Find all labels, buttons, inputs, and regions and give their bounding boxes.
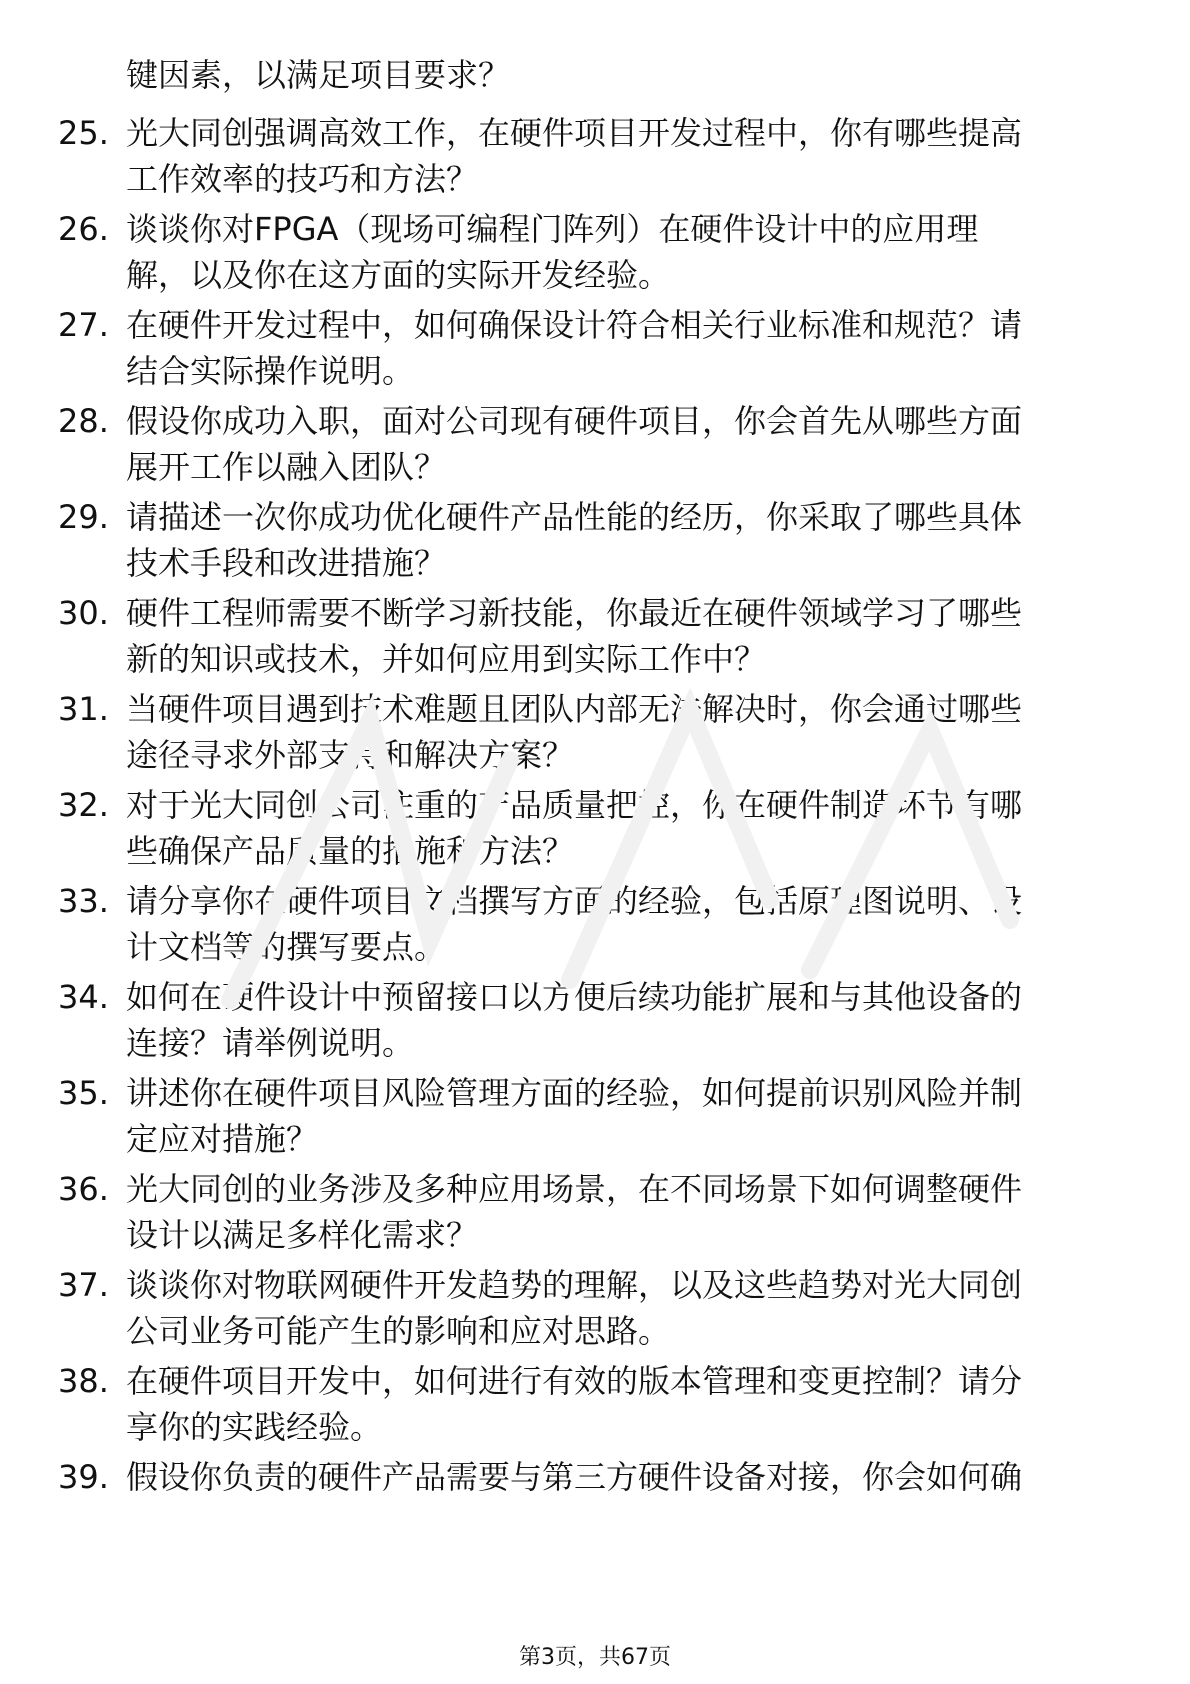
question-text-line: 设计以满足多样化需求？ xyxy=(126,1216,479,1254)
question-text-line: 请分享你在硬件项目文档撰写方面的经验，包括原理图说明、设 xyxy=(126,882,1023,920)
question-number: 29. xyxy=(58,498,109,536)
question-text-line: 光大同创强调高效工作，在硬件项目开发过程中，你有哪些提高 xyxy=(126,114,1023,152)
question-number: 36. xyxy=(58,1170,109,1208)
list-item xyxy=(0,398,1190,490)
list-item xyxy=(0,110,1190,202)
question-text-line: 假设你成功入职，面对公司现有硬件项目，你会首先从哪些方面 xyxy=(126,402,1023,440)
question-number: 25. xyxy=(58,114,109,152)
question-text-line: 结合实际操作说明。 xyxy=(126,352,415,390)
question-text-line: 请描述一次你成功优化硬件产品性能的经历，你采取了哪些具体 xyxy=(126,498,1023,536)
question-text-line: 连接？请举例说明。 xyxy=(126,1024,415,1062)
question-text-line: 途径寻求外部支持和解决方案？ xyxy=(126,736,575,774)
question-number: 33. xyxy=(58,882,109,920)
question-text-line: 些确保产品质量的措施和方法？ xyxy=(126,832,575,870)
question-text-line: 展开工作以融入团队？ xyxy=(126,448,447,486)
list-item xyxy=(0,1262,1190,1354)
question-text-line: 当硬件项目遇到技术难题且团队内部无法解决时，你会通过哪些 xyxy=(126,690,1023,728)
question-number: 39. xyxy=(58,1458,109,1496)
question-text-line: 谈谈你对物联网硬件开发趋势的理解，以及这些趋势对光大同创 xyxy=(126,1266,1023,1304)
question-text-line: 定应对措施？ xyxy=(126,1120,319,1158)
question-text-line: 对于光大同创公司注重的产品质量把控，你在硬件制造环节有哪 xyxy=(126,786,1023,824)
question-text-line: 假设你负责的硬件产品需要与第三方硬件设备对接，你会如何确 xyxy=(126,1458,1023,1496)
question-number: 38. xyxy=(58,1362,109,1400)
question-text-line: 计文档等的撰写要点。 xyxy=(126,928,447,966)
question-text-line: 硬件工程师需要不断学习新技能，你最近在硬件领域学习了哪些 xyxy=(126,594,1023,632)
question-number: 28. xyxy=(58,402,109,440)
question-text-line: 谈谈你对FPGA（现场可编程门阵列）在硬件设计中的应用理 xyxy=(126,210,979,248)
list-item xyxy=(0,878,1190,970)
question-number: 34. xyxy=(58,978,109,1016)
question-text-line: 解，以及你在这方面的实际开发经验。 xyxy=(126,256,671,294)
list-item xyxy=(0,1358,1190,1450)
list-item xyxy=(0,974,1190,1066)
question-number: 27. xyxy=(58,306,109,344)
question-text-line: 讲述你在硬件项目风险管理方面的经验，如何提前识别风险并制 xyxy=(126,1074,1023,1112)
question-number: 30. xyxy=(58,594,109,632)
question-text-line: 在硬件项目开发中，如何进行有效的版本管理和变更控制？请分 xyxy=(126,1362,1023,1400)
list-item xyxy=(0,494,1190,586)
question-text-line: 享你的实践经验。 xyxy=(126,1408,383,1446)
question-number: 37. xyxy=(58,1266,109,1304)
question-text-line: 公司业务可能产生的影响和应对思路。 xyxy=(126,1312,671,1350)
question-number: 35. xyxy=(58,1074,109,1112)
list-item xyxy=(0,782,1190,874)
question-text-line: 如何在硬件设计中预留接口以方便后续功能扩展和与其他设备的 xyxy=(126,978,1023,1016)
continuation-text: 键因素，以满足项目要求？ xyxy=(126,56,511,94)
question-text-line: 在硬件开发过程中，如何确保设计符合相关行业标准和规范？请 xyxy=(126,306,1023,344)
question-text-line: 新的知识或技术，并如何应用到实际工作中？ xyxy=(126,640,767,678)
question-text-line: 工作效率的技巧和方法？ xyxy=(126,160,479,198)
question-text-line: 光大同创的业务涉及多种应用场景，在不同场景下如何调整硬件 xyxy=(126,1170,1023,1208)
question-number: 31. xyxy=(58,690,109,728)
question-number: 32. xyxy=(58,786,109,824)
question-number: 26. xyxy=(58,210,109,248)
list-item xyxy=(0,1166,1190,1258)
page-footer: 第3页，共67页 xyxy=(519,1645,671,1670)
list-item xyxy=(0,302,1190,394)
list-item xyxy=(0,206,1190,298)
question-text-line: 技术手段和改进措施？ xyxy=(126,544,447,582)
list-item xyxy=(0,1454,1190,1500)
list-item xyxy=(0,590,1190,682)
list-item xyxy=(0,686,1190,778)
list-item xyxy=(0,1070,1190,1162)
